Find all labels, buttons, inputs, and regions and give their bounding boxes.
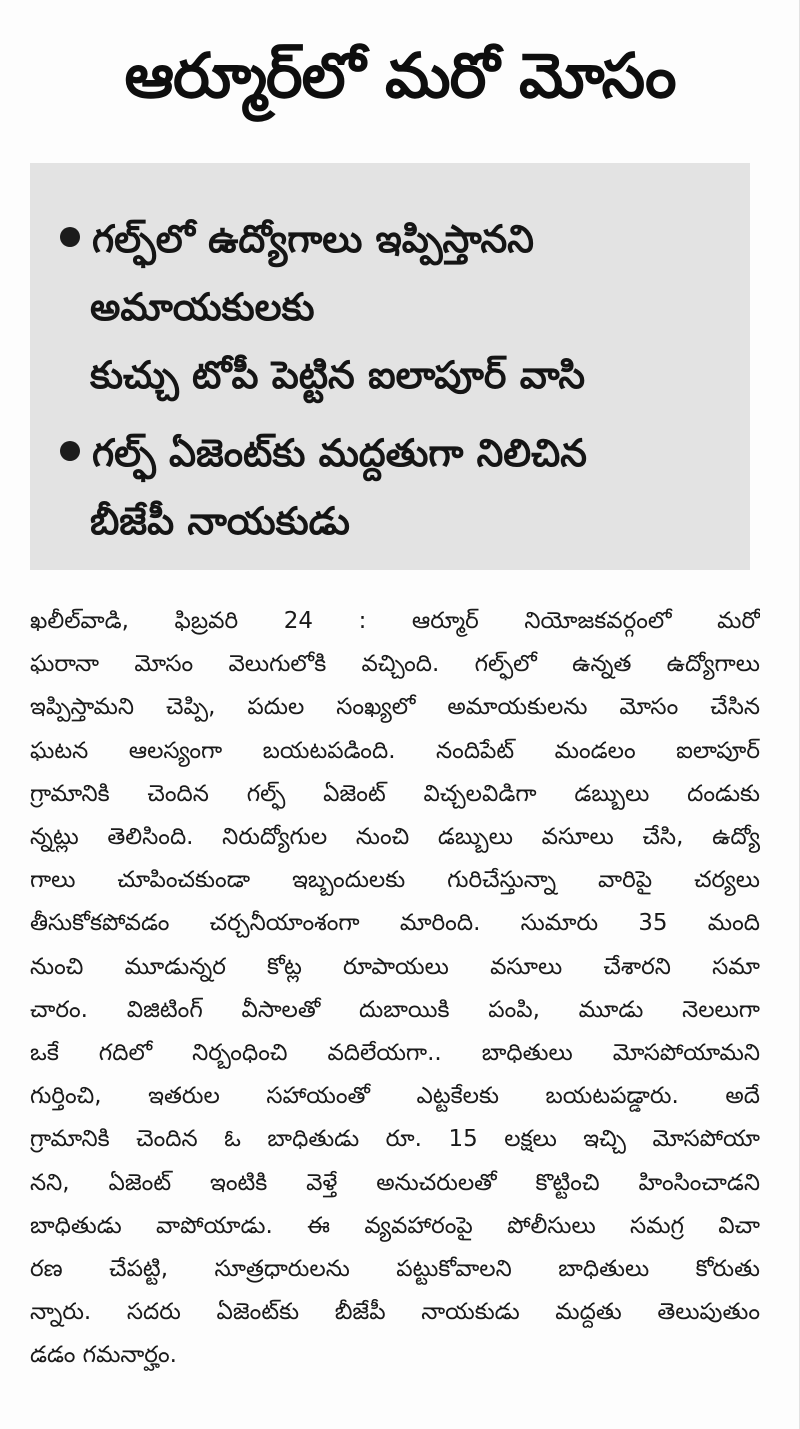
body-line: రణ చేపట్టి, సూత్రధారులను పట్టుకోవాలని బాధితులు కోరుతు xyxy=(30,1256,760,1283)
headline: ఆర్మూర్‌లో మరో మోసం xyxy=(124,39,676,112)
bullet-dot-icon xyxy=(60,227,80,247)
highlight-item-1 xyxy=(92,205,720,409)
highlights-box xyxy=(30,163,750,570)
body-line: బాధితుడు వాపోయాడు. ఈ వ్యవహారంపై పోలీసులు సమగ్ర విచా xyxy=(30,1212,760,1239)
highlight-line: అమాయకులకు xyxy=(90,285,315,329)
body-line: నని, ఏజెంట్ ఇంటికి వెళ్తే అనుచరులతో కొట్టించి హింసించాడని xyxy=(30,1169,760,1196)
body-line: తీసుకోకపోవడం చర్చనీయాంశంగా మారింది. సుమారు 35 మంది xyxy=(30,910,760,937)
highlight-item-2 xyxy=(92,419,720,555)
body-line: గాలు చూపించకుండా ఇబ్బందులకు గురిచేస్తున్నా వారిపై చర్యలు xyxy=(30,867,760,894)
body-line: ఇప్పిస్తామని చెప్పి, పదుల సంఖ్యలో అమాయకులను మోసం చేసిన xyxy=(30,694,760,721)
body-line: న్నారు. సదరు ఏజెంట్‌కు బీజేపీ నాయకుడు మద్దతు తెలుపుతుం xyxy=(30,1299,760,1326)
body-line: గ్రామానికి చెందిన గల్ఫ్ ఏజెంట్ విచ్చలవిడిగా డబ్బులు దండుకు xyxy=(30,780,760,807)
article-body xyxy=(30,600,760,1378)
body-line: ఘరానా మోసం వెలుగులోకి వచ్చింది. గల్ఫ్‌లో ఉన్నత ఉద్యోగాలు xyxy=(30,651,760,678)
body-line: ఖలీల్‌వాడి, ఫిబ్రవరి 24 : ఆర్మూర్ నియోజకవర్గంలో మరో xyxy=(30,608,760,634)
highlight-line: కుచ్చు టోపీ పెట్టిన ఐలాపూర్ వాసి xyxy=(90,353,586,397)
body-line: ఘటన ఆలస్యంగా బయటపడింది. నందిపేట్ మండలం ఐలాపూర్ xyxy=(30,737,760,764)
body-line: న్నట్లు తెలిసింది. నిరుద్యోగుల నుంచి డబ్బులు వసూలు చేసి, ఉద్యో xyxy=(30,824,760,851)
body-line: నుంచి మూడున్నర కోట్ల రూపాయలు వసూలు చేశారని సమా xyxy=(30,953,760,980)
highlight-line: గల్ఫ్ ఏజెంట్‌కు మద్దతుగా నిలిచిన xyxy=(92,431,587,475)
body-line: గుర్తించి, ఇతరుల సహాయంతో ఎట్టకేలకు బయటపడ్డారు. అదే xyxy=(30,1083,760,1110)
body-line: గ్రామానికి చెందిన ఓ బాధితుడు రూ. 15 లక్షలు ఇచ్చి మోసపోయా xyxy=(30,1126,760,1153)
highlight-line: గల్ఫ్‌లో ఉద్యోగాలు ఇప్పిస్తానని xyxy=(92,217,534,261)
body-line: డడం గమనార్హం. xyxy=(30,1342,177,1369)
highlight-line: బీజేపీ నాయకుడు xyxy=(90,499,350,543)
body-line: చారం. విజిటింగ్ వీసాలతో దుబాయికి పంపి, మూడు నెలలుగా xyxy=(30,996,760,1023)
bullet-dot-icon xyxy=(60,441,80,461)
body-line: ఒకే గదిలో నిర్బంధించి వదిలేయగా.. బాధితులు మోసపోయామని xyxy=(30,1040,760,1067)
